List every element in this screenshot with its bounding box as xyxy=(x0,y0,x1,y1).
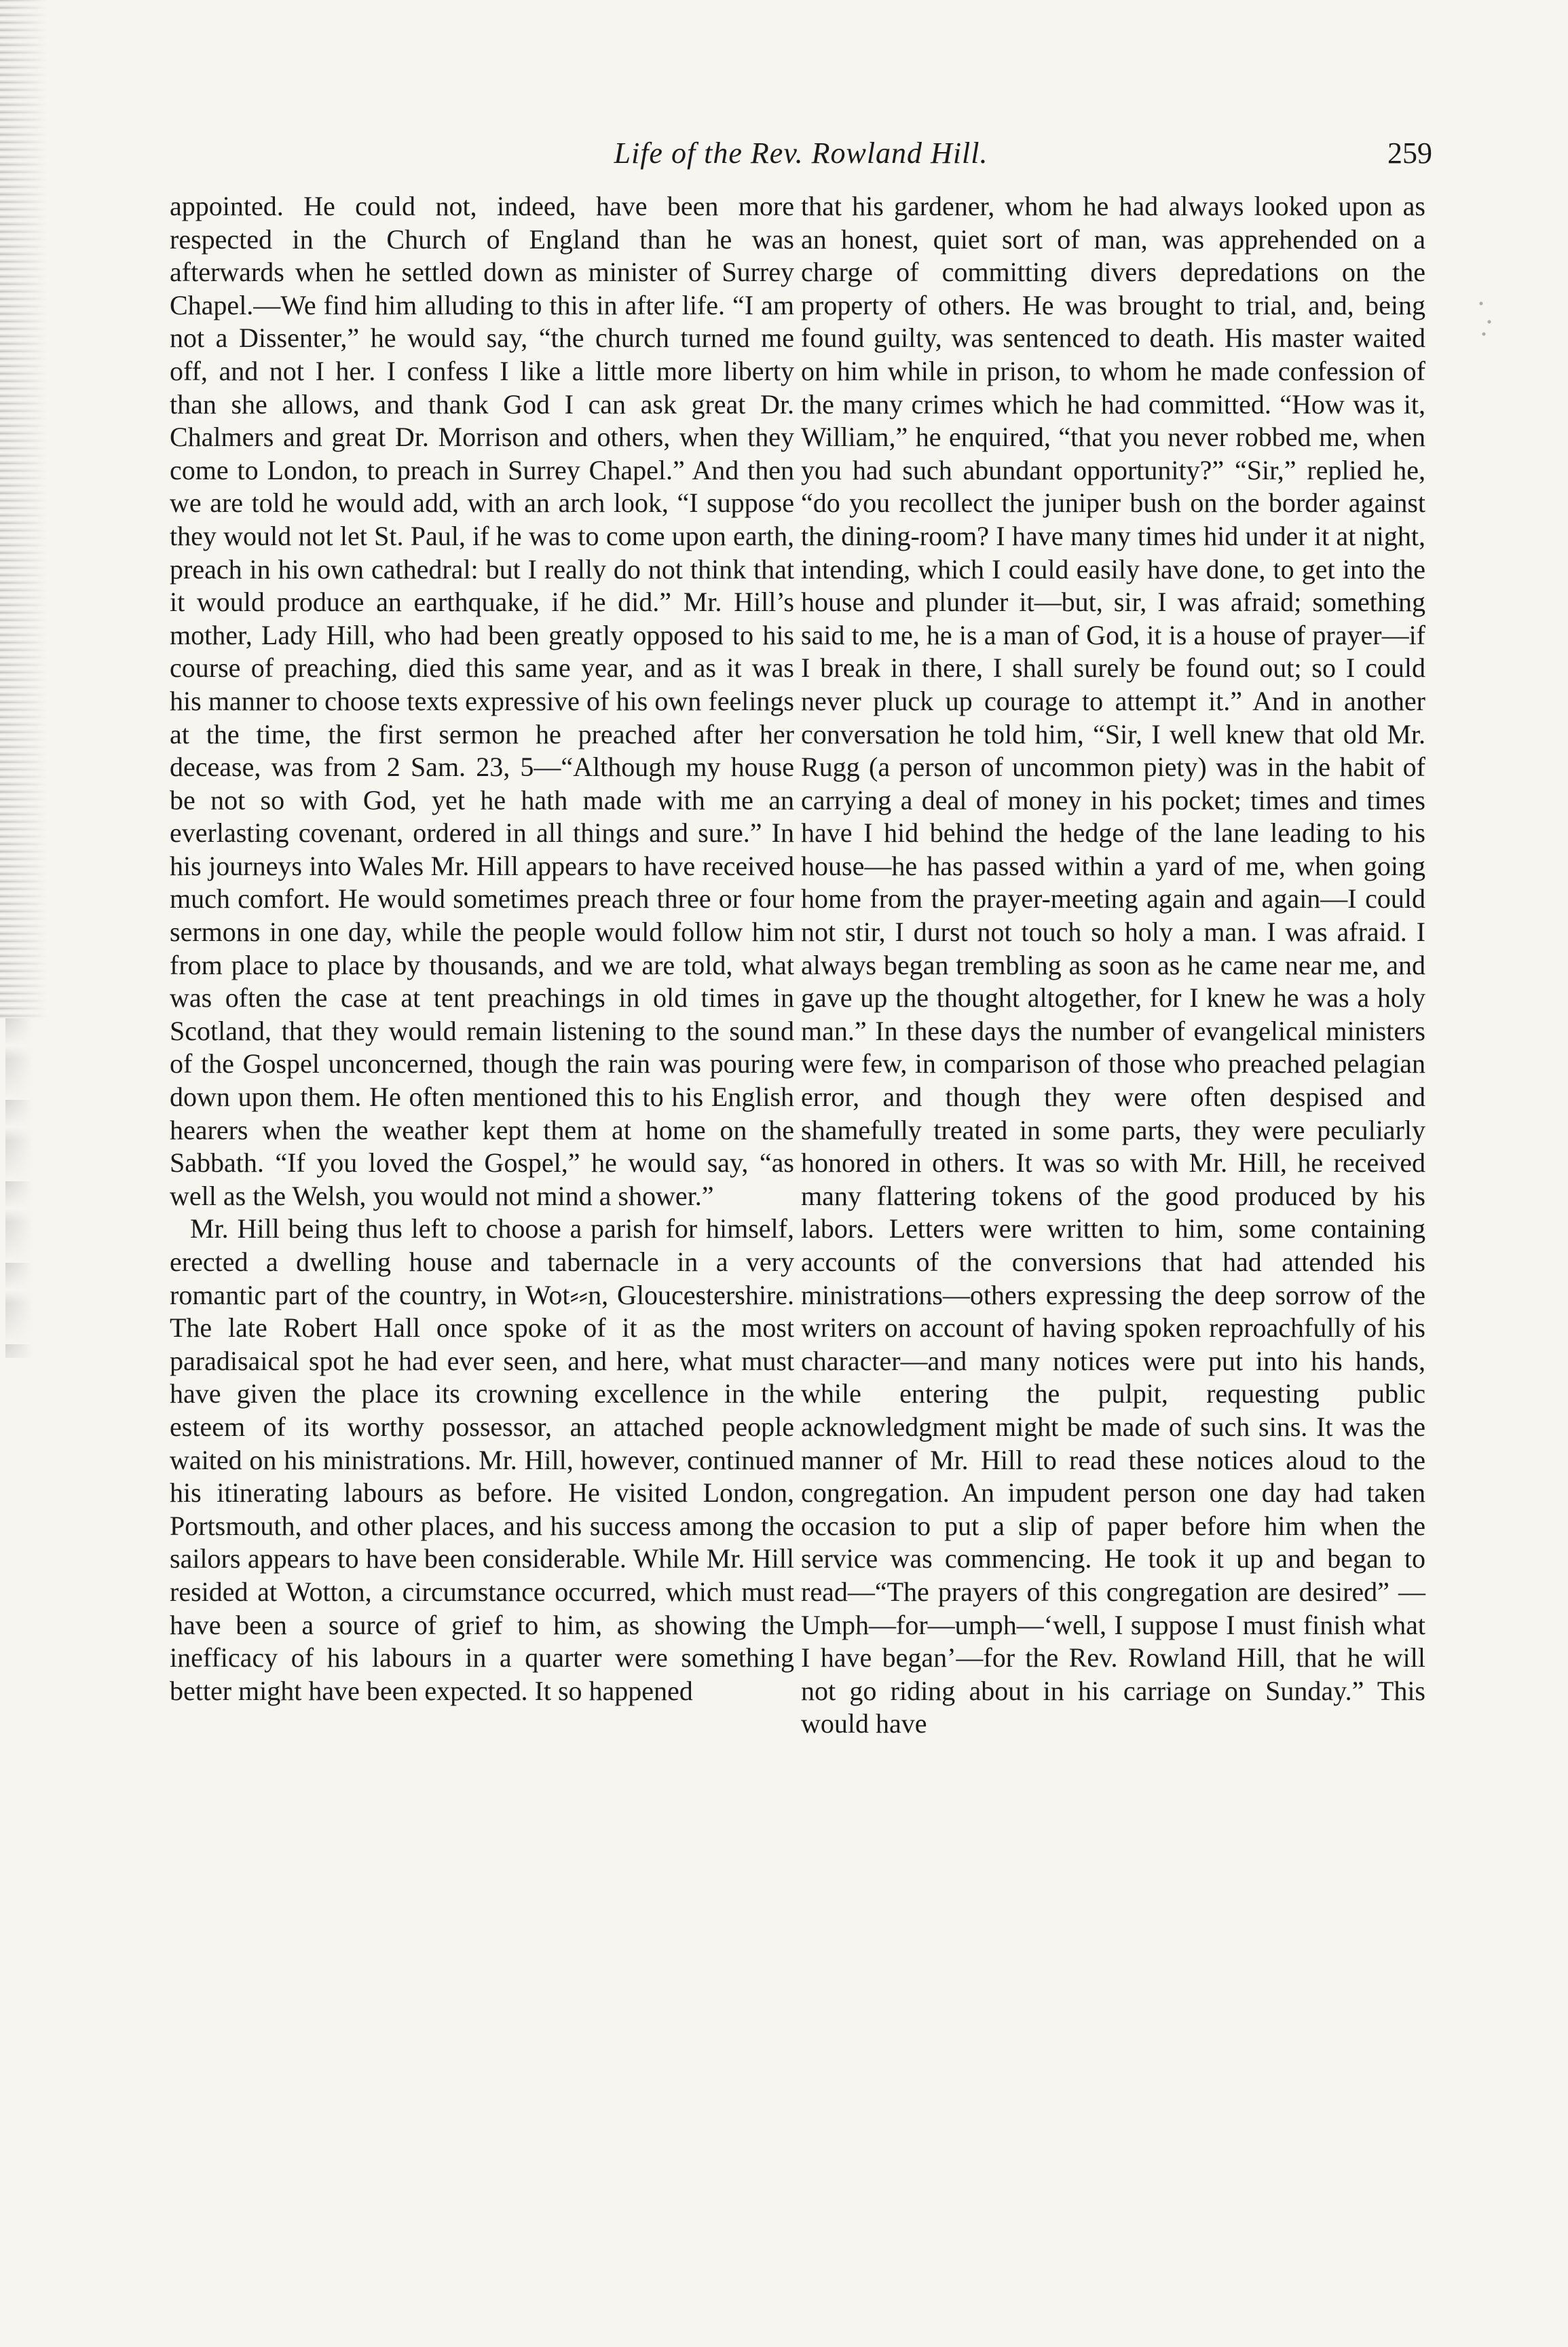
left-paragraph-2: Mr. Hill being thus left to choose a parish for himself, erected a dwelling house and tabernacle in a very romantic part of the country, in Wot⸗⸗n, Gloucestershire. The late Robert Hall once spoke of it as the most paradisaical spot he had ever seen, and here, what must have given the place its crowning excellence in the esteem of its worthy possessor, an attached people waited on his ministrations. Mr. Hill, however, continued his itinerating labours as before. He visited London, Portsmouth, and other places, and his success among the sailors appears to have been considerable. While Mr. Hill resided at Wotton, a circumstance occurred, which must have been a source of grief to him, as showing the inefficacy of his labours in a quarter were something better might have been expected. It so happened xyxy=(170,1213,794,1706)
right-paragraph-1: that his gardener, whom he had always looked upon as an honest, quiet sort of man, was apprehended on a charge of committing divers depredations on the property of others. He was brought to trial, and, being found guilty, was sentenced to death. His master waited on him while in prison, to whom he made confession of the many crimes which he had committed. “How was it, William,” he enquired, “that you never robbed me, when you had such abundant opportunity?” “Sir,” replied he, “do you recollect the juniper bush on the border against the dining-room? I have many times hid under it at night, intending, which I could easily have done, to get into the house and plunder it—but, sir, I was afraid; something said to me, he is a man of God, it is a house of prayer—if I break in there, I shall surely be found out; so I could never pluck up courage to attempt it.” And in another conversation he told him, “Sir, I well knew that old Mr. Rugg (a person of uncommon piety) was in the habit of carrying a deal of money in his pocket; times and times have I hid behind the hedge of the lane leading to his house—he has passed within a yard of me, when going home from the prayer-meeting again and again—I could not stir, I durst not touch so holy a man. I was afraid. I always began trembling as soon as he came near me, and gave up the thought altogether, for I knew he was a holy man.” In these days the number of evangelical ministers were few, in comparison of those who preached pelagian error, and though they were often despised and shamefully treated in some parts, they were peculiarly honored in others. It was so with Mr. Hill, he received many flattering tokens of the good produced by his labors. Letters were written to him, some containing accounts of the conversions that had attended his ministrations—others expressing the deep sorrow of the writers on account of having spoken reproachfully of his character—and many notices were put into his hands, while entering the pulpit, requesting public acknowledgment might be made of such sins. It was the manner of Mr. Hill to read these notices aloud to the congregation. An impudent person one day had taken occasion to put a slip of paper before him when the service was commencing. He took it up and began to read—“The prayers of this congregation are desired” —Umph—for—umph—‘well, I suppose I must finish what I have began’—for the Rev. Rowland Hill, that he will not go riding about in his carriage on Sunday.” This would have xyxy=(801,191,1425,1739)
right-column xyxy=(801,190,1425,1741)
left-column xyxy=(170,190,794,1707)
scan-speck xyxy=(1473,285,1500,346)
page-number: 259 xyxy=(1387,136,1432,170)
running-title: Life of the Rev. Rowland Hill. xyxy=(614,136,988,170)
running-head xyxy=(170,136,1432,177)
scan-edge-artifact-lower xyxy=(5,1018,33,1358)
left-paragraph-1: appointed. He could not, indeed, have been more respected in the Church of England than he was afterwards when he settled down as minister of Surrey Chapel.—We find him alluding to this in after life. “I am not a Dissenter,” he would say, “the church turned me off, and not I her. I confess I like a little more liberty than she allows, and thank God I can ask great Dr. Chalmers and great Dr. Morrison and others, when they come to London, to preach in Surrey Chapel.” And then we are told he would add, with an arch look, “I suppose they would not let St. Paul, if he was to come upon earth, preach in his own cathedral: but I really do not think that it would produce an earthquake, if he did.” Mr. Hill’s mother, Lady Hill, who had been greatly opposed to his course of preaching, died this same year, and as it was his manner to choose texts expressive of his own feelings at the time, the first sermon he preached after her decease, was from 2 Sam. 23, 5—“Although my house be not so with God, yet he hath made with me an everlasting covenant, ordered in all things and sure.” In his journeys into Wales Mr. Hill appears to have received much comfort. He would sometimes preach three or four sermons in one day, while the people would follow him from place to place by thousands, and we are told, what was often the case at tent preachings in old times in Scotland, that they would remain listening to the sound of the Gospel unconcerned, though the rain was pouring down upon them. He often mentioned this to his English hearers when the weather kept them at home on the Sabbath. “If you loved the Gospel,” he would say, “as well as the Welsh, you would not mind a shower.” xyxy=(170,191,794,1211)
scan-edge-artifact xyxy=(0,0,48,1018)
